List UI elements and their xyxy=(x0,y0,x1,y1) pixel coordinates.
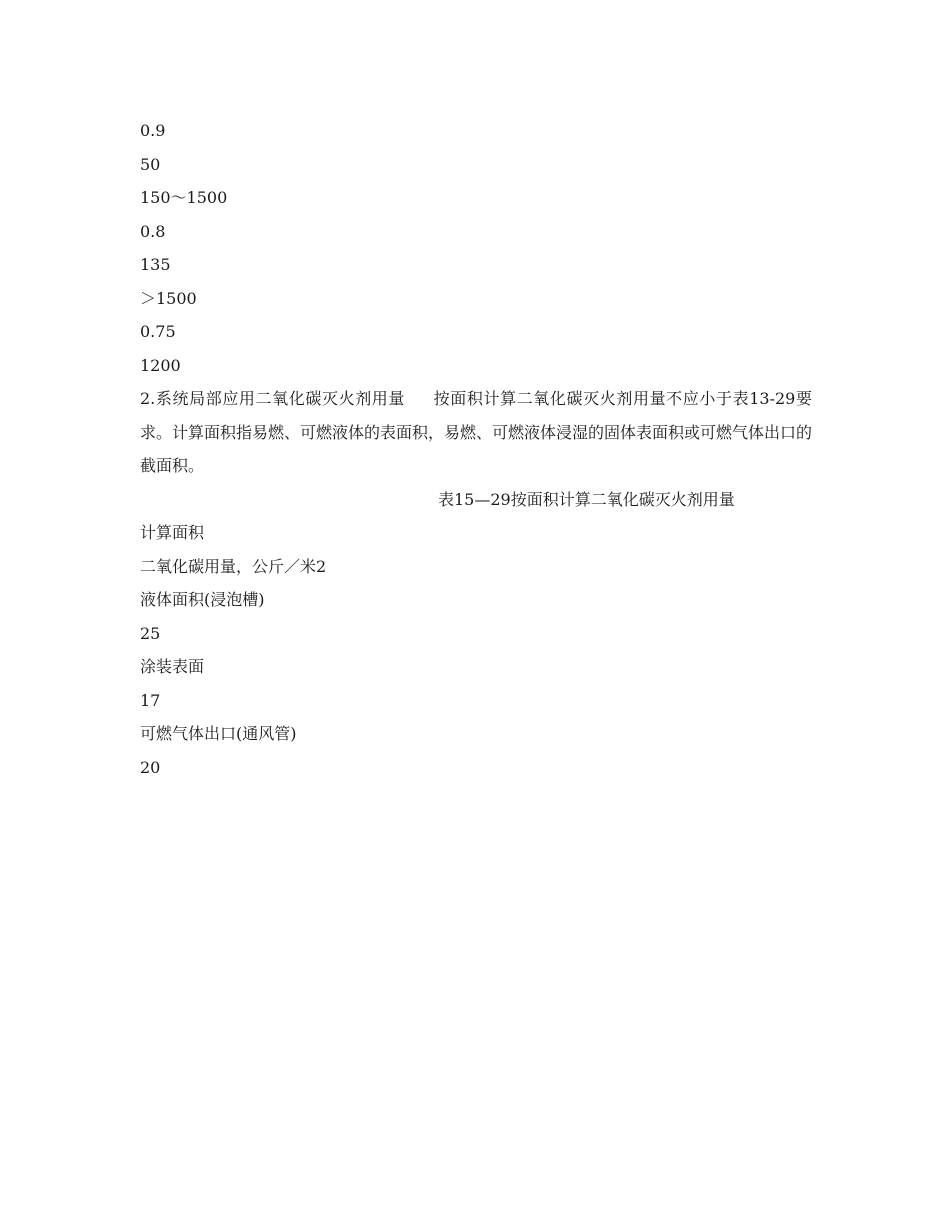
table-cell-area-type: 液体面积(浸泡槽) xyxy=(140,590,265,609)
table-header-area: 计算面积 xyxy=(140,523,205,542)
table-cell-value: 1200 xyxy=(140,355,181,375)
table-cell-value: 0.8 xyxy=(140,221,166,241)
table-cell-value: 0.9 xyxy=(140,121,166,140)
table-cell-value: 20 xyxy=(140,757,161,777)
section-paragraph xyxy=(140,382,812,483)
section-heading: 2.系统局部应用二氧化碳灭火剂用量 xyxy=(140,389,406,408)
table-cell-value: 135 xyxy=(140,255,171,274)
table-caption: 表15—29按面积计算二氧化碳灭火剂用量 xyxy=(438,489,735,509)
table-header-co2-amount: 二氧化碳用量，公斤／米2 xyxy=(140,556,327,576)
table-cell-value: 150～1500 xyxy=(140,188,228,207)
document-content xyxy=(140,114,812,784)
table-cell-value: 50 xyxy=(140,154,161,174)
section-body: 按面积计算二氧化碳灭火剂用量不应小于表13-29要求。计算面积指易燃、可燃液体的表面积，易燃、可燃液体浸湿的固体表面积或可燃气体出口的截面积。 xyxy=(140,389,813,475)
table-cell-value: 17 xyxy=(140,690,161,710)
table-cell-value: 25 xyxy=(140,623,161,643)
table-cell-area-type: 可燃气体出口(通风管) xyxy=(140,724,297,743)
table-cell-value: 0.75 xyxy=(140,322,176,341)
table-cell-area-type: 涂装表面 xyxy=(140,657,205,676)
table-cell-value: ＞1500 xyxy=(140,288,197,308)
